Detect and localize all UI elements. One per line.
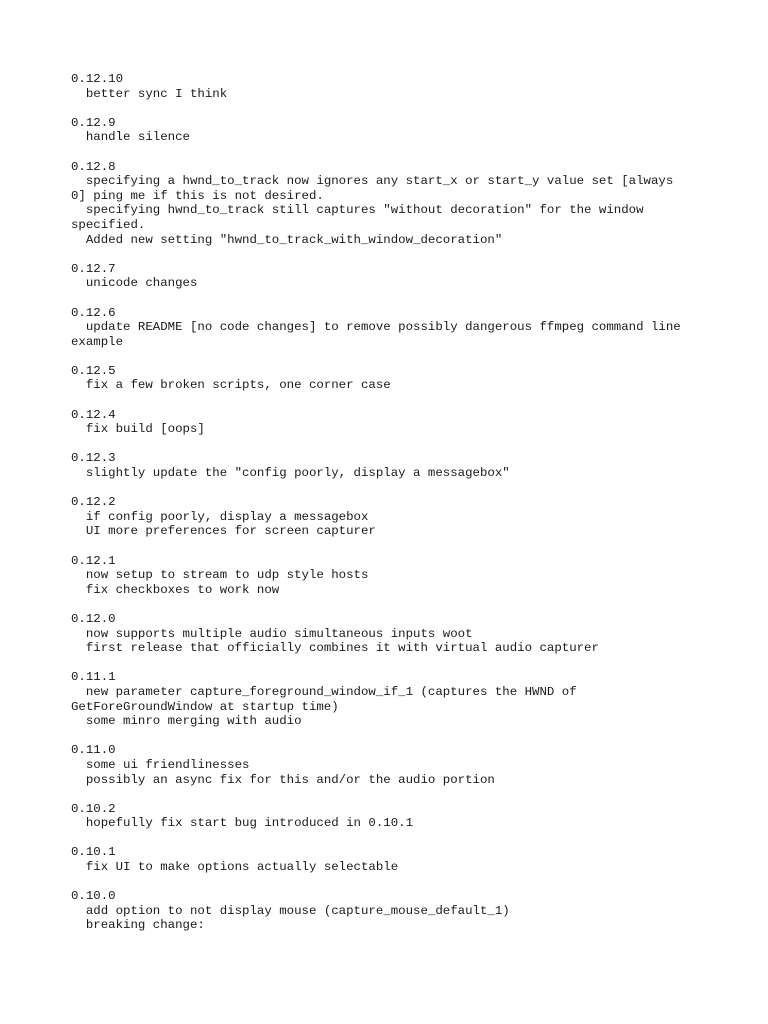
- version-number: 0.12.3: [71, 451, 116, 466]
- changelog-entry: [71, 889, 711, 933]
- changelog-entry: [71, 262, 711, 291]
- changelog-entry: [71, 306, 711, 350]
- change-note: hopefully fix start bug introduced in 0.10.1: [71, 816, 414, 831]
- changelog-document: [71, 72, 711, 948]
- change-note: first release that officially combines it with virtual audio capturer: [71, 641, 599, 656]
- change-note: now supports multiple audio simultaneous inputs woot: [71, 626, 473, 641]
- version-number: 0.12.2: [71, 495, 116, 510]
- version-number: 0.12.4: [71, 407, 116, 422]
- changelog-entry: [71, 495, 711, 539]
- change-note: fix build [oops]: [71, 422, 205, 437]
- change-note: if config poorly, display a messagebox: [71, 509, 369, 524]
- version-number: 0.12.9: [71, 115, 116, 130]
- change-note: add option to not display mouse (capture_mouse_default_1): [71, 903, 510, 918]
- changelog-entry: [71, 670, 711, 728]
- change-note: fix a few broken scripts, one corner case: [71, 378, 391, 393]
- change-note: handle silence: [71, 130, 190, 145]
- version-number: 0.11.0: [71, 743, 116, 758]
- changelog-entry: [71, 160, 711, 248]
- change-note: new parameter capture_foreground_window_if_1 (captures the HWND of GetForeGroundWindow at startup time): [71, 684, 577, 714]
- change-note: unicode changes: [71, 276, 198, 291]
- change-note: better sync I think: [71, 86, 228, 101]
- change-note: slightly update the "config poorly, display a messagebox": [71, 466, 510, 481]
- changelog-entry: [71, 364, 711, 393]
- version-number: 0.10.2: [71, 801, 116, 816]
- version-number: 0.12.8: [71, 159, 116, 174]
- version-number: 0.12.7: [71, 261, 116, 276]
- version-number: 0.11.1: [71, 670, 116, 685]
- changelog-entry: [71, 845, 711, 874]
- changelog-entry: [71, 116, 711, 145]
- version-number: 0.12.5: [71, 363, 116, 378]
- changelog-entry: [71, 451, 711, 480]
- version-number: 0.10.1: [71, 845, 116, 860]
- version-number: 0.12.6: [71, 305, 116, 320]
- change-note: UI more preferences for screen capturer: [71, 524, 376, 539]
- change-note: specifying hwnd_to_track still captures "without decoration" for the window specified.: [71, 203, 644, 232]
- change-note: some ui friendlinesses: [71, 757, 250, 772]
- change-note: breaking change:: [71, 918, 205, 933]
- version-number: 0.12.1: [71, 553, 116, 568]
- change-note: some minro merging with audio: [71, 714, 302, 729]
- changelog-entry: [71, 554, 711, 598]
- version-number: 0.12.10: [71, 72, 124, 86]
- changelog-entry: [71, 72, 711, 101]
- change-note: update README [no code changes] to remove possibly dangerous ffmpeg command line example: [71, 320, 681, 349]
- change-note: specifying a hwnd_to_track now ignores any start_x or start_y value set [always 0] ping me if this is not desired.: [71, 174, 674, 203]
- changelog-entry: [71, 743, 711, 787]
- version-number: 0.10.0: [71, 889, 116, 904]
- changelog-entry: [71, 802, 711, 831]
- change-note: Added new setting "hwnd_to_track_with_window_decoration": [71, 232, 503, 247]
- change-note: fix UI to make options actually selectable: [71, 860, 399, 875]
- change-note: fix checkboxes to work now: [71, 582, 280, 597]
- changelog-entry: [71, 408, 711, 437]
- change-note: now setup to stream to udp style hosts: [71, 568, 369, 583]
- changelog-entry: [71, 612, 711, 656]
- version-number: 0.12.0: [71, 611, 116, 626]
- change-note: possibly an async fix for this and/or the audio portion: [71, 772, 495, 787]
